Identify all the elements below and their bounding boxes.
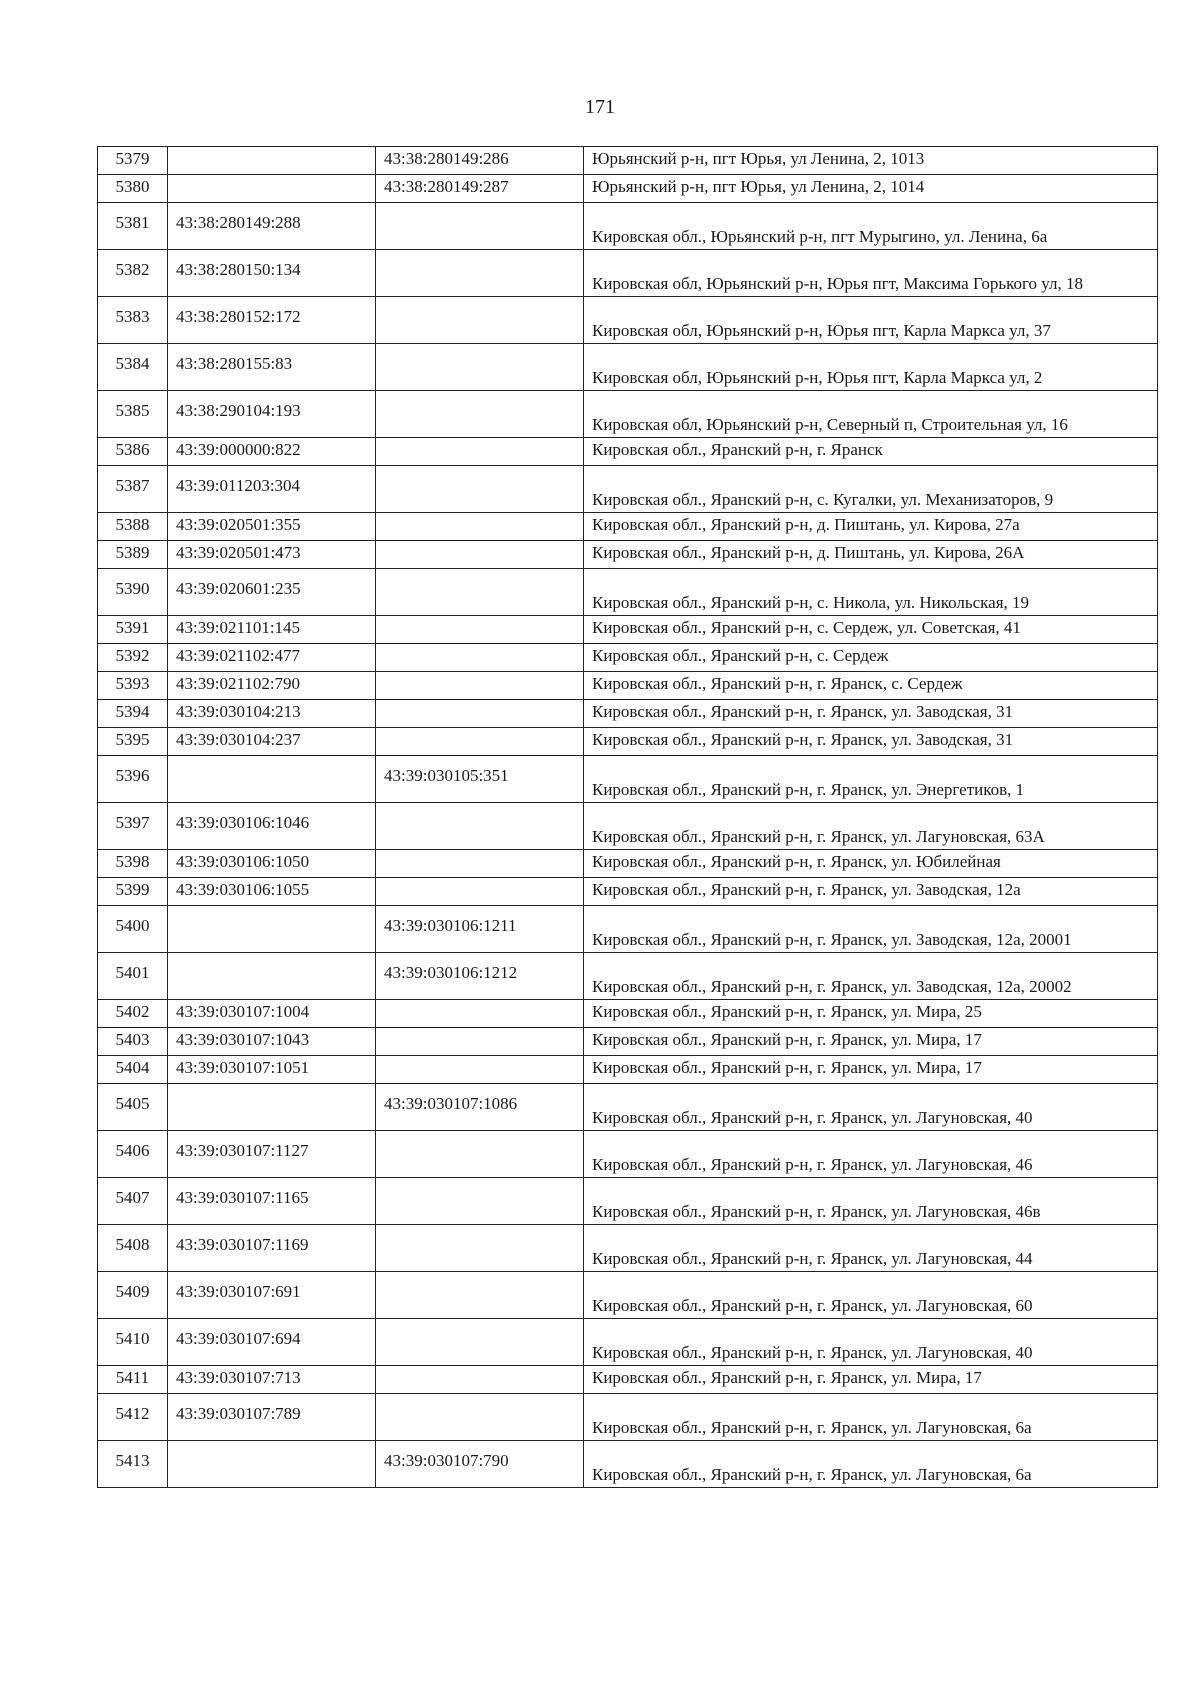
table-row [98, 1056, 1158, 1084]
address-cell: Кировская обл., Яранский р-н, г. Яранск, ул. Лагуновская, 46 [584, 1131, 1158, 1178]
table-row [98, 1319, 1158, 1366]
cadastral-number-cell: 43:39:021102:790 [168, 672, 376, 700]
cadastral-number-alt-cell [376, 569, 584, 616]
address-cell: Кировская обл., Яранский р-н, г. Яранск, ул. Лагуновская, 40 [584, 1084, 1158, 1131]
address-cell: Кировская обл., Яранский р-н, г. Яранск, ул. Энергетиков, 1 [584, 756, 1158, 803]
cadastral-number-cell: 43:39:030107:1127 [168, 1131, 376, 1178]
row-number-cell: 5380 [98, 175, 168, 203]
table-row [98, 1028, 1158, 1056]
table-row [98, 803, 1158, 850]
address-cell: Кировская обл., Яранский р-н, г. Яранск, ул. Юбилейная [584, 850, 1158, 878]
cadastral-number-cell: 43:39:030107:1043 [168, 1028, 376, 1056]
cadastral-number-alt-cell [376, 1272, 584, 1319]
table-row [98, 953, 1158, 1000]
address-cell: Юрьянский р-н, пгт Юрья, ул Ленина, 2, 1013 [584, 147, 1158, 175]
address-cell: Кировская обл., Яранский р-н, г. Яранск, ул. Заводская, 12а [584, 878, 1158, 906]
row-number-cell: 5412 [98, 1394, 168, 1441]
cadastral-number-cell [168, 953, 376, 1000]
address-cell: Кировская обл., Яранский р-н, г. Яранск, ул. Лагуновская, 6а [584, 1441, 1158, 1488]
row-number-cell: 5396 [98, 756, 168, 803]
cadastral-number-alt-cell [376, 466, 584, 513]
cadastral-number-cell: 43:38:290104:193 [168, 391, 376, 438]
cadastral-number-cell: 43:38:280152:172 [168, 297, 376, 344]
table-row [98, 700, 1158, 728]
row-number-cell: 5381 [98, 203, 168, 250]
cadastral-number-alt-cell [376, 878, 584, 906]
cadastral-number-cell: 43:38:280155:83 [168, 344, 376, 391]
address-cell: Кировская обл., Яранский р-н, г. Яранск, ул. Заводская, 31 [584, 728, 1158, 756]
cadastral-number-cell: 43:39:030107:1165 [168, 1178, 376, 1225]
row-number-cell: 5389 [98, 541, 168, 569]
table-row [98, 672, 1158, 700]
address-cell: Кировская обл., Яранский р-н, с. Кугалки, ул. Механизаторов, 9 [584, 466, 1158, 513]
row-number-cell: 5409 [98, 1272, 168, 1319]
cadastral-number-cell: 43:39:000000:822 [168, 438, 376, 466]
address-cell: Кировская обл., Яранский р-н, г. Яранск, ул. Лагуновская, 40 [584, 1319, 1158, 1366]
table-row [98, 391, 1158, 438]
cadastral-number-alt-cell: 43:39:030105:351 [376, 756, 584, 803]
row-number-cell: 5402 [98, 1000, 168, 1028]
cadastral-number-alt-cell [376, 644, 584, 672]
row-number-cell: 5392 [98, 644, 168, 672]
address-cell: Кировская обл., Юрьянский р-н, пгт Мурыгино, ул. Ленина, 6а [584, 203, 1158, 250]
cadastral-number-alt-cell [376, 672, 584, 700]
row-number-cell: 5403 [98, 1028, 168, 1056]
table-row [98, 1394, 1158, 1441]
cadastral-number-alt-cell [376, 700, 584, 728]
cadastral-number-alt-cell [376, 1225, 584, 1272]
page-number: 171 [585, 96, 615, 118]
table-row [98, 1178, 1158, 1225]
row-number-cell: 5407 [98, 1178, 168, 1225]
registry-body [98, 147, 1158, 1488]
address-cell: Кировская обл., Яранский р-н, г. Яранск, ул. Мира, 17 [584, 1056, 1158, 1084]
cadastral-number-cell [168, 147, 376, 175]
table-row [98, 906, 1158, 953]
cadastral-number-cell: 43:39:030106:1055 [168, 878, 376, 906]
row-number-cell: 5383 [98, 297, 168, 344]
table-row [98, 1131, 1158, 1178]
cadastral-number-cell: 43:38:280149:288 [168, 203, 376, 250]
cadastral-number-cell [168, 1084, 376, 1131]
row-number-cell: 5393 [98, 672, 168, 700]
row-number-cell: 5408 [98, 1225, 168, 1272]
cadastral-number-alt-cell [376, 616, 584, 644]
table-row [98, 569, 1158, 616]
address-cell: Кировская обл, Юрьянский р-н, Юрья пгт, Максима Горького ул, 18 [584, 250, 1158, 297]
table-row [98, 466, 1158, 513]
cadastral-number-alt-cell [376, 1028, 584, 1056]
cadastral-number-cell: 43:39:030104:213 [168, 700, 376, 728]
row-number-cell: 5398 [98, 850, 168, 878]
cadastral-number-cell [168, 1441, 376, 1488]
address-cell: Кировская обл., Яранский р-н, г. Яранск, с. Сердеж [584, 672, 1158, 700]
cadastral-number-alt-cell [376, 541, 584, 569]
cadastral-number-cell: 43:39:011203:304 [168, 466, 376, 513]
address-cell: Кировская обл., Яранский р-н, г. Яранск [584, 438, 1158, 466]
row-number-cell: 5405 [98, 1084, 168, 1131]
table-row [98, 541, 1158, 569]
cadastral-number-cell: 43:39:030106:1046 [168, 803, 376, 850]
row-number-cell: 5399 [98, 878, 168, 906]
row-number-cell: 5379 [98, 147, 168, 175]
cadastral-number-alt-cell [376, 203, 584, 250]
address-cell: Кировская обл., Яранский р-н, г. Яранск, ул. Лагуновская, 60 [584, 1272, 1158, 1319]
row-number-cell: 5400 [98, 906, 168, 953]
row-number-cell: 5384 [98, 344, 168, 391]
row-number-cell: 5394 [98, 700, 168, 728]
table-row [98, 616, 1158, 644]
address-cell: Кировская обл., Яранский р-н, г. Яранск, ул. Заводская, 31 [584, 700, 1158, 728]
cadastral-number-alt-cell: 43:39:030107:790 [376, 1441, 584, 1488]
row-number-cell: 5386 [98, 438, 168, 466]
cadastral-number-cell: 43:38:280150:134 [168, 250, 376, 297]
address-cell: Кировская обл., Яранский р-н, г. Яранск, ул. Мира, 17 [584, 1366, 1158, 1394]
cadastral-number-cell: 43:39:030106:1050 [168, 850, 376, 878]
row-number-cell: 5406 [98, 1131, 168, 1178]
address-cell: Кировская обл., Яранский р-н, с. Сердеж [584, 644, 1158, 672]
cadastral-number-cell: 43:39:030107:1051 [168, 1056, 376, 1084]
cadastral-number-alt-cell: 43:39:030106:1211 [376, 906, 584, 953]
address-cell: Юрьянский р-н, пгт Юрья, ул Ленина, 2, 1014 [584, 175, 1158, 203]
table-row [98, 756, 1158, 803]
address-cell: Кировская обл., Яранский р-н, с. Никола, ул. Никольская, 19 [584, 569, 1158, 616]
cadastral-number-cell: 43:39:030107:789 [168, 1394, 376, 1441]
address-cell: Кировская обл., Яранский р-н, г. Яранск, ул. Лагуновская, 46в [584, 1178, 1158, 1225]
cadastral-number-cell: 43:39:030107:694 [168, 1319, 376, 1366]
address-cell: Кировская обл., Яранский р-н, г. Яранск, ул. Лагуновская, 63А [584, 803, 1158, 850]
address-cell: Кировская обл., Яранский р-н, г. Яранск, ул. Лагуновская, 44 [584, 1225, 1158, 1272]
cadastral-number-cell: 43:39:021101:145 [168, 616, 376, 644]
cadastral-number-cell: 43:39:020501:473 [168, 541, 376, 569]
cadastral-number-alt-cell: 43:39:030107:1086 [376, 1084, 584, 1131]
address-cell: Кировская обл., Яранский р-н, г. Яранск, ул. Лагуновская, 6а [584, 1394, 1158, 1441]
table-row [98, 297, 1158, 344]
cadastral-number-alt-cell [376, 1178, 584, 1225]
table-row [98, 878, 1158, 906]
address-cell: Кировская обл., Яранский р-н, г. Яранск, ул. Мира, 17 [584, 1028, 1158, 1056]
row-number-cell: 5411 [98, 1366, 168, 1394]
table-row [98, 1272, 1158, 1319]
row-number-cell: 5390 [98, 569, 168, 616]
cadastral-number-alt-cell [376, 250, 584, 297]
row-number-cell: 5382 [98, 250, 168, 297]
cadastral-number-cell: 43:39:020501:355 [168, 513, 376, 541]
table-row [98, 250, 1158, 297]
cadastral-number-alt-cell: 43:39:030106:1212 [376, 953, 584, 1000]
table-row [98, 438, 1158, 466]
table-row [98, 1225, 1158, 1272]
row-number-cell: 5401 [98, 953, 168, 1000]
cadastral-number-alt-cell [376, 803, 584, 850]
cadastral-number-alt-cell [376, 728, 584, 756]
row-number-cell: 5385 [98, 391, 168, 438]
table-row [98, 203, 1158, 250]
table-row [98, 147, 1158, 175]
table-row [98, 175, 1158, 203]
address-cell: Кировская обл, Юрьянский р-н, Юрья пгт, Карла Маркса ул, 37 [584, 297, 1158, 344]
cadastral-number-alt-cell: 43:38:280149:287 [376, 175, 584, 203]
cadastral-number-cell: 43:39:020601:235 [168, 569, 376, 616]
row-number-cell: 5404 [98, 1056, 168, 1084]
cadastral-number-cell [168, 175, 376, 203]
cadastral-number-cell: 43:39:021102:477 [168, 644, 376, 672]
row-number-cell: 5397 [98, 803, 168, 850]
cadastral-number-alt-cell [376, 391, 584, 438]
address-cell: Кировская обл., Яранский р-н, г. Яранск, ул. Заводская, 12а, 20002 [584, 953, 1158, 1000]
cadastral-number-alt-cell: 43:38:280149:286 [376, 147, 584, 175]
address-cell: Кировская обл., Яранский р-н, с. Сердеж, ул. Советская, 41 [584, 616, 1158, 644]
cadastral-number-alt-cell [376, 438, 584, 466]
cadastral-number-alt-cell [376, 1319, 584, 1366]
table-row [98, 1000, 1158, 1028]
address-cell: Кировская обл., Яранский р-н, г. Яранск, ул. Мира, 25 [584, 1000, 1158, 1028]
table-row [98, 644, 1158, 672]
cadastral-number-alt-cell [376, 297, 584, 344]
address-cell: Кировская обл., Яранский р-н, д. Пиштань, ул. Кирова, 27а [584, 513, 1158, 541]
cadastral-number-alt-cell [376, 1000, 584, 1028]
cadastral-number-alt-cell [376, 513, 584, 541]
registry-table [97, 146, 1158, 1488]
address-cell: Кировская обл., Яранский р-н, д. Пиштань, ул. Кирова, 26А [584, 541, 1158, 569]
table-row [98, 344, 1158, 391]
cadastral-number-alt-cell [376, 1056, 584, 1084]
table-row [98, 513, 1158, 541]
row-number-cell: 5391 [98, 616, 168, 644]
cadastral-number-cell: 43:39:030107:691 [168, 1272, 376, 1319]
cadastral-number-cell [168, 756, 376, 803]
cadastral-number-alt-cell [376, 850, 584, 878]
address-cell: Кировская обл, Юрьянский р-н, Юрья пгт, Карла Маркса ул, 2 [584, 344, 1158, 391]
row-number-cell: 5388 [98, 513, 168, 541]
table-row [98, 850, 1158, 878]
row-number-cell: 5413 [98, 1441, 168, 1488]
cadastral-number-alt-cell [376, 1394, 584, 1441]
address-cell: Кировская обл, Юрьянский р-н, Северный п, Строительная ул, 16 [584, 391, 1158, 438]
table-row [98, 1084, 1158, 1131]
row-number-cell: 5387 [98, 466, 168, 513]
address-cell: Кировская обл., Яранский р-н, г. Яранск, ул. Заводская, 12а, 20001 [584, 906, 1158, 953]
table-row [98, 1366, 1158, 1394]
cadastral-number-alt-cell [376, 1366, 584, 1394]
cadastral-number-alt-cell [376, 1131, 584, 1178]
cadastral-number-cell: 43:39:030107:1004 [168, 1000, 376, 1028]
table-row [98, 728, 1158, 756]
cadastral-number-cell: 43:39:030107:713 [168, 1366, 376, 1394]
table-row [98, 1441, 1158, 1488]
row-number-cell: 5395 [98, 728, 168, 756]
cadastral-number-cell: 43:39:030104:237 [168, 728, 376, 756]
row-number-cell: 5410 [98, 1319, 168, 1366]
cadastral-number-cell: 43:39:030107:1169 [168, 1225, 376, 1272]
cadastral-number-alt-cell [376, 344, 584, 391]
cadastral-number-cell [168, 906, 376, 953]
